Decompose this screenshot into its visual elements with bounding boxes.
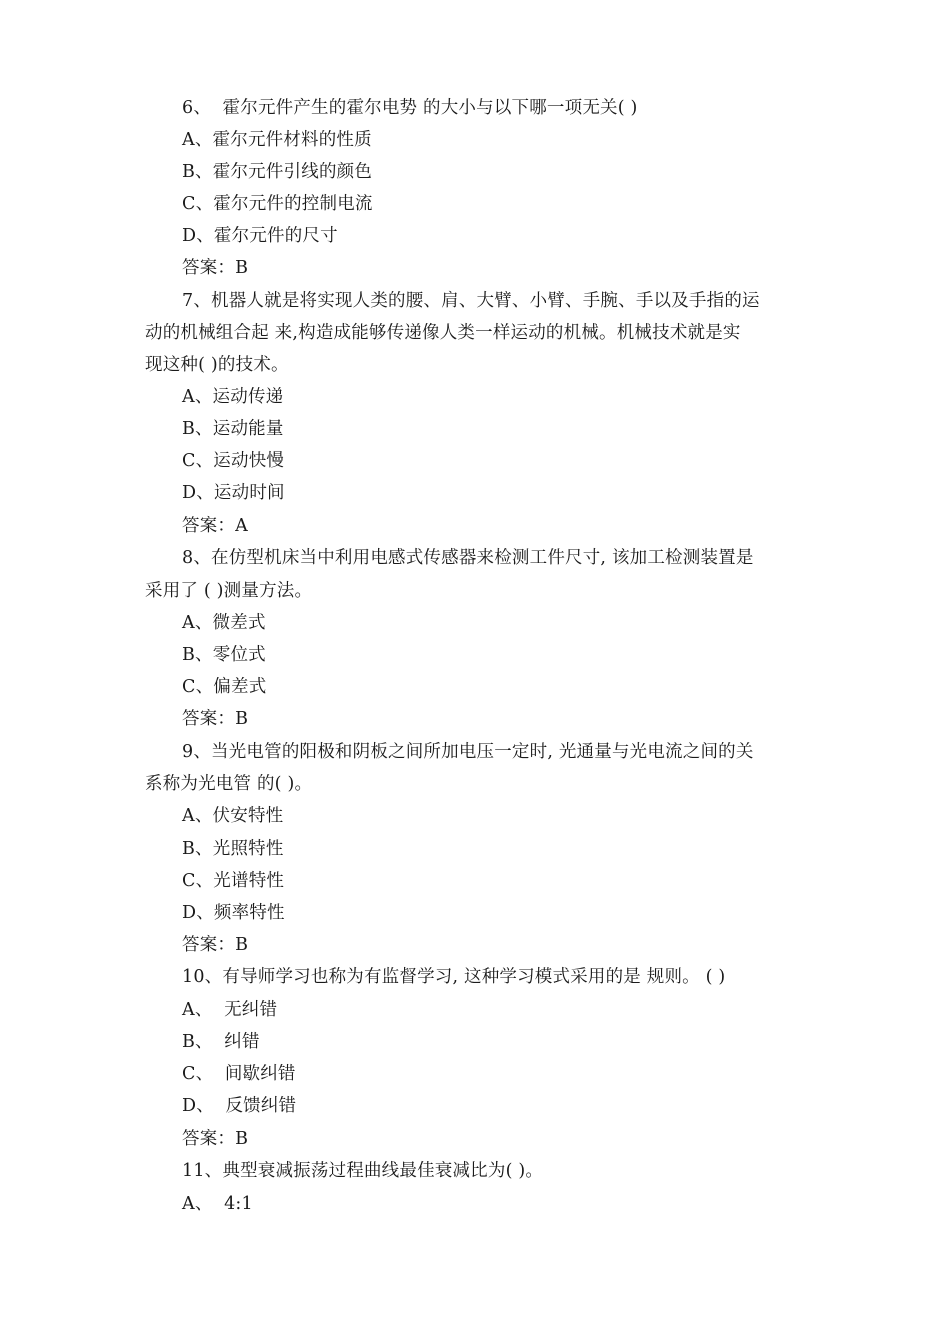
question-6-answer: 答案：B [182, 258, 249, 278]
question-8-option-b: B、零位式 [182, 645, 266, 665]
question-9-stem-line-1: 9、当光电管的阳极和阴板之间所加电压一定时, 光通量与光电流之间的关 [182, 742, 754, 762]
question-8-stem-line-1: 8、在仿型机床当中利用电感式传感器来检测工件尺寸, 该加工检测装置是 [182, 548, 754, 568]
question-9-option-b: B、光照特性 [182, 839, 284, 859]
question-7-stem-line-3: 现这种( )的技术。 [145, 355, 289, 375]
question-10-option-d: D、 反馈纠错 [182, 1096, 297, 1116]
question-7-option-a: A、运动传递 [182, 387, 284, 407]
question-11-option-a: A、 4:1 [182, 1194, 253, 1214]
question-9-option-a: A、伏安特性 [182, 806, 284, 826]
question-7-answer: 答案：A [182, 516, 248, 536]
question-7-option-c: C、运动快慢 [182, 451, 285, 471]
question-9-option-d: D、频率特性 [182, 903, 285, 923]
question-8-option-c: C、偏差式 [182, 677, 267, 697]
question-8-answer: 答案：B [182, 709, 249, 729]
question-10-stem-line-1: 10、有导师学习也称为有监督学习, 这种学习模式采用的是 规则。 ( ) [182, 967, 726, 987]
question-8-stem-line-2: 采用了 ( )测量方法。 [145, 581, 313, 601]
question-10-answer: 答案：B [182, 1129, 249, 1149]
question-10-option-a: A、 无纠错 [182, 1000, 278, 1020]
question-6-stem-line-1: 6、 霍尔元件产生的霍尔电势 的大小与以下哪一项无关( ) [182, 98, 638, 118]
question-9-option-c: C、光谱特性 [182, 871, 285, 891]
question-8-option-a: A、微差式 [182, 613, 266, 633]
question-11-stem-line-1: 11、典型衰减振荡过程曲线最佳衰减比为( )。 [182, 1161, 544, 1181]
question-7-option-d: D、运动时间 [182, 483, 285, 503]
question-10-option-b: B、 纠错 [182, 1032, 260, 1052]
question-6-option-d: D、霍尔元件的尺寸 [182, 226, 338, 246]
question-6-option-b: B、霍尔元件引线的颜色 [182, 162, 373, 182]
question-7-option-b: B、运动能量 [182, 419, 284, 439]
question-7-stem-line-1: 7、机器人就是将实现人类的腰、肩、大臂、小臂、手腕、手以及手指的运 [182, 291, 760, 311]
question-6-option-c: C、霍尔元件的控制电流 [182, 194, 373, 214]
question-10-option-c: C、 间歇纠错 [182, 1064, 296, 1084]
question-7-stem-line-2: 动的机械组合起 来,构造成能够传递像人类一样运动的机械。机械技术就是实 [145, 323, 741, 343]
question-6-option-a: A、霍尔元件材料的性质 [182, 130, 372, 150]
question-9-answer: 答案：B [182, 935, 249, 955]
question-9-stem-line-2: 系称为光电管 的( )。 [145, 774, 313, 794]
